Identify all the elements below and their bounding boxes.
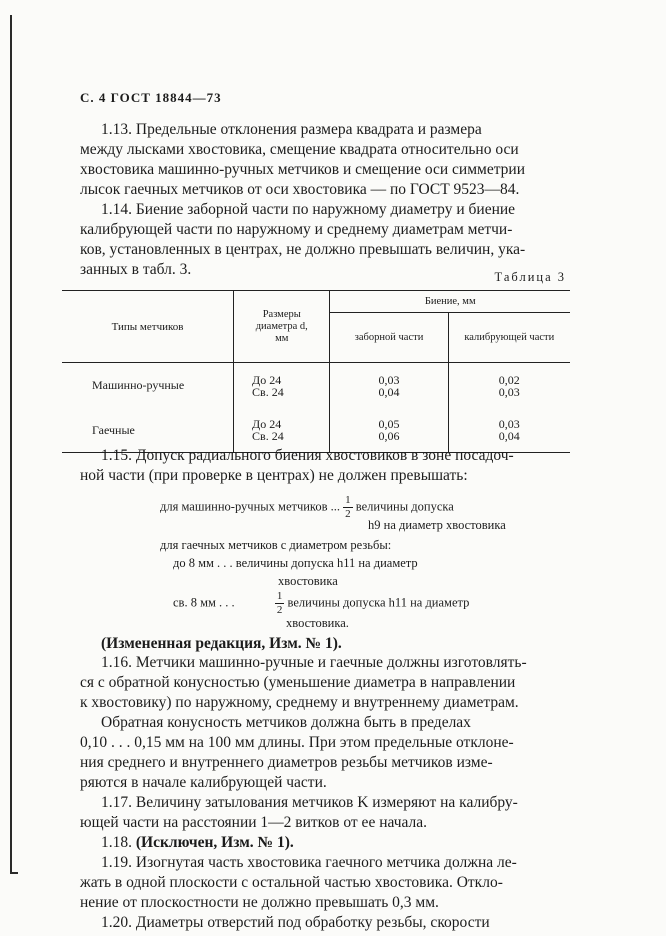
formula-3-left: св. 8 мм . . .	[173, 595, 235, 610]
cell-calib-1: 0,02	[498, 372, 520, 387]
para-1-14-line-1: 1.14. Биение заборной части по наружному диаметру и биение	[101, 201, 516, 218]
para-1-16-line-3: к хвостовику) по наружному, среднему и внутреннему диаметрам.	[80, 694, 519, 711]
amendment-note: (Измененная редакция, Изм. № 1).	[101, 635, 342, 652]
para-1-17-line-1: 1.17. Величину затылования метчиков K измеряют на калибру-	[101, 794, 518, 811]
para-1-16-line-4: Обратная конусность метчиков должна быть в пределах	[101, 714, 471, 731]
para-1-16-line-6: ния среднего и внутреннего диаметров резьбы метчиков изме-	[80, 754, 493, 771]
para-1-16-line-7: ряются в начале калибрующей части.	[80, 774, 327, 791]
cell-size-1: До 24	[252, 372, 282, 387]
para-1-16-line-1: 1.16. Метчики машинно-ручные и гаечные должны изготовлять-	[101, 654, 527, 671]
formula-1	[160, 494, 454, 521]
para-1-17-line-2: ющей части на расстоянии 1—2 витков от ее начала.	[80, 814, 428, 831]
cell-calib	[448, 363, 570, 409]
fraction-one-half	[275, 590, 285, 617]
cell-type: Машинно-ручные	[92, 378, 185, 393]
formula-3-line-2: хвостовика.	[286, 616, 349, 630]
th-runout: Биение, мм	[330, 291, 570, 313]
cell-size-2: Св. 24	[252, 384, 284, 399]
para-1-14-line-3: ков, установленных в центрах, не должно превышать величин, ука-	[80, 241, 526, 258]
para-1-14-line-2: калибрующей части по наружному и среднему диаметрам метчи-	[80, 221, 513, 238]
para-1-18	[101, 833, 294, 853]
th-calibrating-part: калибрующей части	[448, 313, 570, 363]
cell-sizes	[234, 363, 330, 409]
fraction-one-half	[343, 494, 353, 521]
cell-calib-2: 0,03	[498, 384, 520, 399]
runout-table	[62, 290, 570, 453]
formula-1-line-2: h9 на диаметр хвостовика	[368, 518, 506, 532]
fraction-denominator: 2	[345, 508, 351, 520]
para-1-19-line-1: 1.19. Изогнутая часть хвостовика гаечного метчика должна ле-	[101, 854, 517, 871]
para-1-15-line-1: 1.15. Допуск радиального биения хвостовиков в зоне посадоч-	[101, 447, 514, 464]
cell-size-2: Св. 24	[252, 429, 284, 444]
para-1-20-line-1: 1.20. Диаметры отверстий под обработку резьбы, скорости	[101, 914, 490, 931]
para-1-18-text: (Исключен, Изм. № 1).	[135, 834, 294, 851]
formula-2-line-3: хвостовика	[278, 574, 338, 588]
cell-entry-1: 0,03	[378, 372, 400, 387]
para-1-14-line-4: занных в табл. 3.	[80, 261, 192, 278]
fraction-numerator: 1	[276, 590, 283, 602]
para-1-15-line-2: ной части (при проверке в центрах) не должен превышать:	[80, 467, 468, 484]
th-diameter-line-3: мм	[275, 332, 289, 344]
table-row	[62, 363, 570, 409]
para-1-19-line-2: жать в одной плоскости с остальной частью хвостовика. Откло-	[80, 874, 503, 891]
para-1-16-line-2: ся с обратной конусностью (уменьшение диаметра в направлении	[80, 674, 516, 691]
th-diameter-line-2: диаметра d,	[255, 320, 308, 332]
fraction-numerator: 1	[345, 494, 351, 506]
para-1-16-line-5: 0,10 . . . 0,15 мм на 100 мм длины. При этом предельные отклоне-	[80, 734, 514, 751]
formula-2-line-2: до 8 мм . . . величины допуска h11 на диаметр	[173, 556, 418, 570]
para-1-13-line-3: хвостовика машинно-ручных метчиков и смещение оси симметрии	[80, 161, 525, 178]
th-entry-part: заборной части	[330, 313, 448, 363]
cell-calib-1: 0,03	[498, 417, 520, 432]
cell-entry-2: 0,06	[378, 429, 400, 444]
para-1-13-line-4: лысок гаечных метчиков от оси хвостовика — по ГОСТ 9523—84.	[80, 181, 520, 198]
margin-corner	[10, 872, 18, 874]
cell-calib-2: 0,04	[498, 429, 520, 444]
page-header: С. 4 ГОСТ 18844—73	[80, 90, 222, 105]
table-caption: Таблица 3	[494, 270, 566, 284]
formula-1-left: для машинно-ручных метчиков ...	[160, 499, 341, 514]
para-1-18-number: 1.18.	[101, 834, 132, 851]
fraction-denominator: 2	[276, 604, 283, 616]
cell-type: Гаечные	[62, 409, 234, 453]
cell-entry	[330, 363, 448, 409]
formula-2-line-1: для гаечных метчиков с диаметром резьбы:	[160, 538, 392, 552]
th-tap-type: Типы метчиков	[62, 291, 234, 363]
formula-3-right: величины допуска h11 на диаметр	[287, 595, 470, 610]
formula-1-right: величины допуска	[355, 499, 454, 514]
cell-size-1: До 24	[252, 417, 282, 432]
formula-3	[173, 590, 469, 617]
cell-entry-2: 0,04	[378, 384, 400, 399]
margin-line	[10, 15, 12, 873]
para-1-13-line-1: 1.13. Предельные отклонения размера квадрата и размера	[101, 121, 482, 138]
para-1-19-line-3: нение от плоскостности не должно превышать 0,3 мм.	[80, 894, 439, 911]
th-diameter-line-1: Размеры	[262, 308, 301, 320]
th-diameter	[234, 291, 330, 363]
para-1-13-line-2: между лысками хвостовика, смещение квадрата относительно оси	[80, 141, 519, 158]
cell-entry-1: 0,05	[378, 417, 400, 432]
